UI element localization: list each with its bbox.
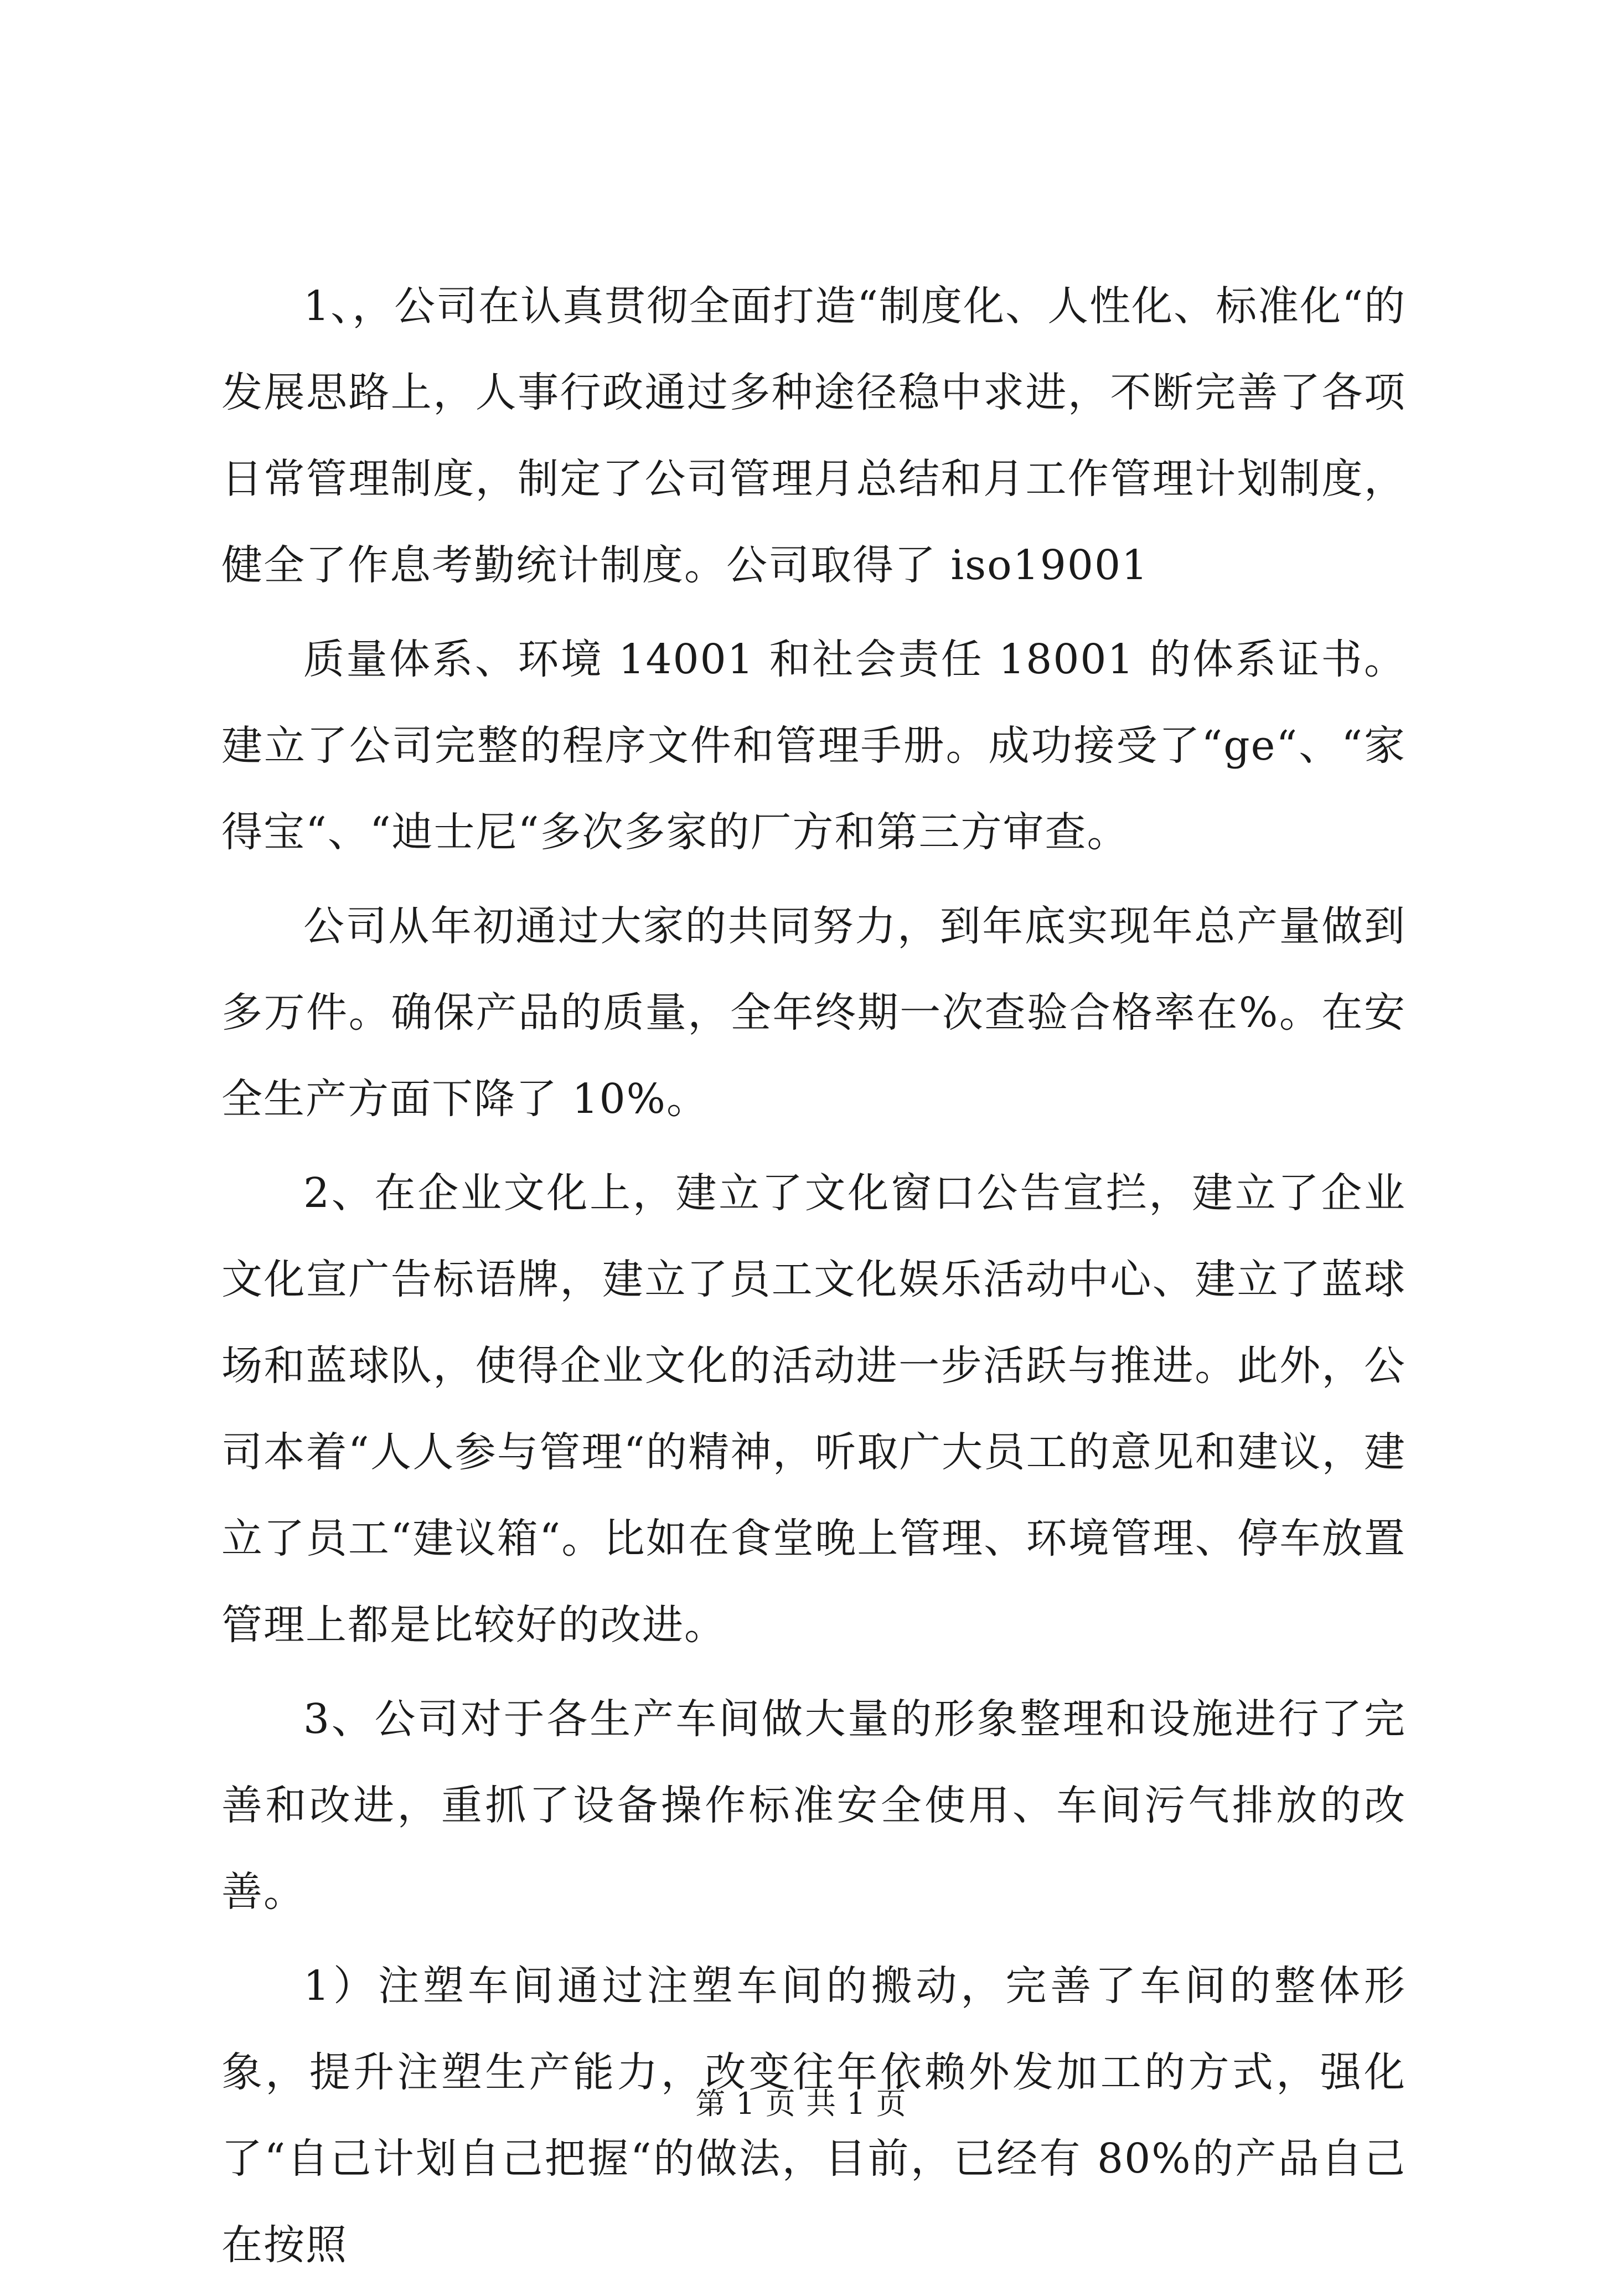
paragraph-4: 2、在企业文化上，建立了文化窗口公告宣拦，建立了企业文化宣广告标语牌，建立了员工文化娱乐活动中心、建立了蓝球场和蓝球队，使得企业文化的活动进一步活跃与推进。此外，公司本着“人人参与管理“的精神，听取广大员工的意见和建议，建立了员工“建议箱“。比如在食堂晚上管理、环境管理、停车放置管理上都是比较好的改进。 [221,1169,1406,1649]
paragraph-6: 1）注塑车间通过注塑车间的搬动，完善了车间的整体形象，提升注塑生产能力，改变往年依赖外发加工的方式，强化了“自己计划自己把握“的做法，目前，已经有 80%的产品自己在按照 [221,1962,1406,2269]
paragraph-5: 3、公司对于各生产车间做大量的形象整理和设施进行了完善和改进，重抓了设备操作标准安全使用、车间污气排放的改善。 [221,1695,1406,1916]
document-body [221,263,1406,2296]
page-footer: 第 1 页 共 1 页 [695,2086,907,2121]
paragraph-3: 公司从年初通过大家的共同努力，到年底实现年总产量做到多万件。确保产品的质量，全年终期一次查验合格率在%。在安全生产方面下降了 10%。 [221,902,1406,1123]
paragraph-1: 1、，公司在认真贯彻全面打造“制度化、人性化、标准化“的发展思路上，人事行政通过多种途径稳中求进，不断完善了各项日常管理制度，制定了公司管理月总结和月工作管理计划制度，健全了作息考勤统计制度。公司取得了 iso19001 [221,282,1406,589]
paragraph-2: 质量体系、环境 14001 和社会责任 18001 的体系证书。建立了公司完整的程序文件和管理手册。成功接受了“ge“、“家得宝“、“迪士尼“多次多家的厂方和第三方审查。 [221,636,1406,856]
